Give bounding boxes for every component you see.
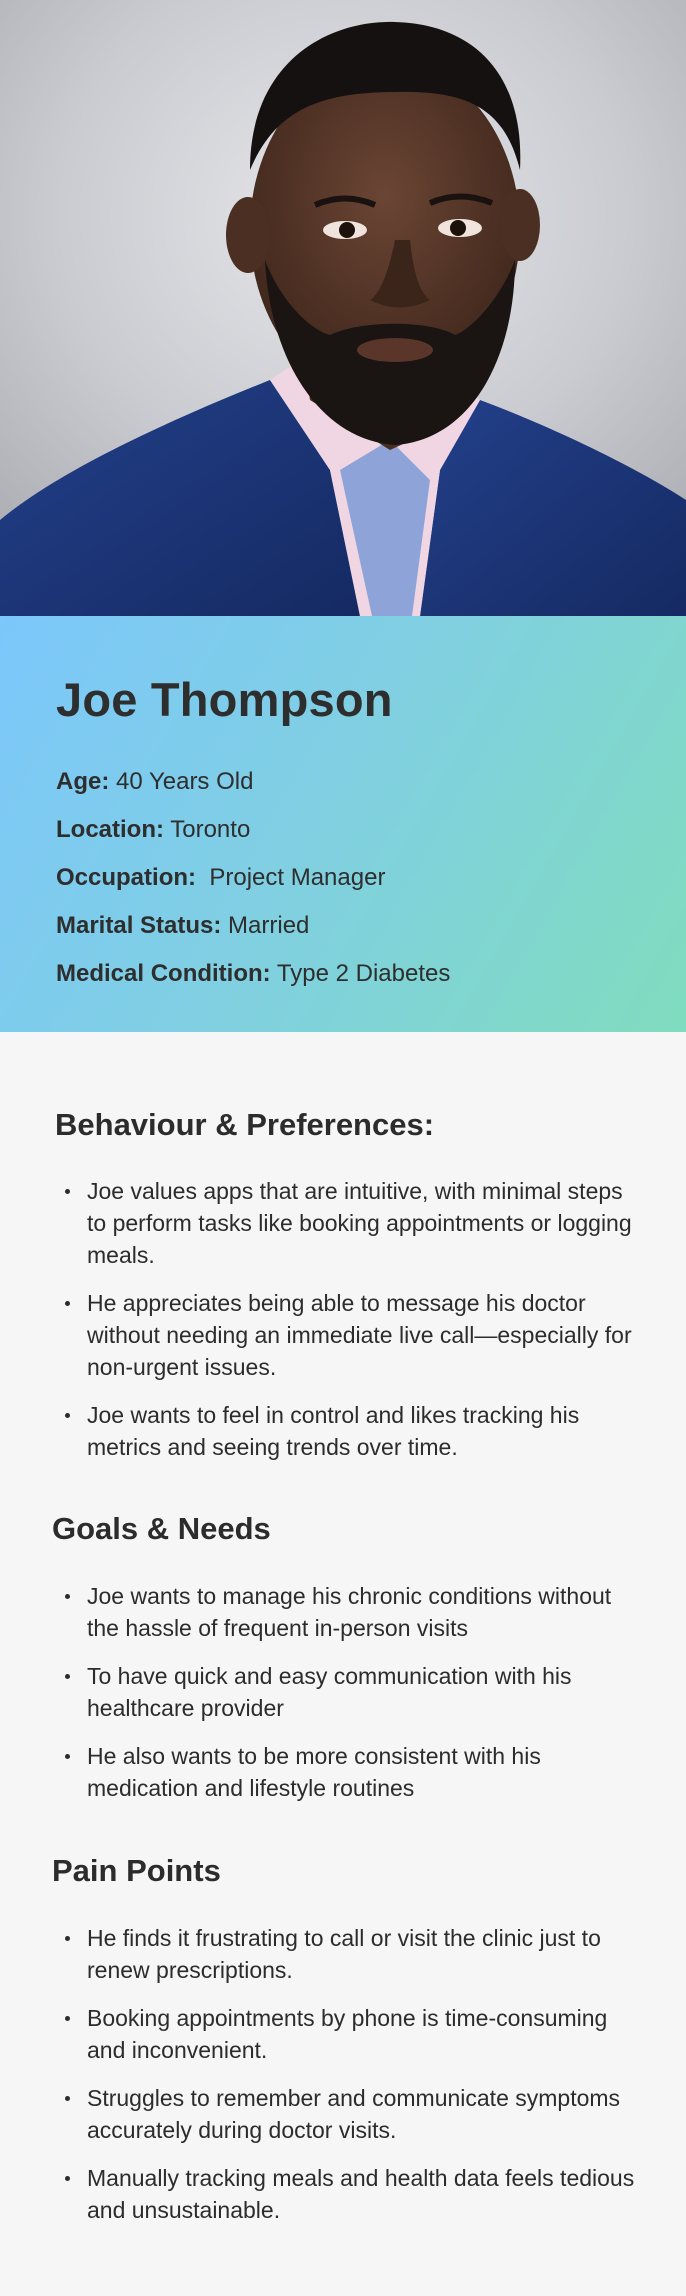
list-item: He appreciates being able to message his doctor without needing an immediate live call—especially for non-urgent issues. (55, 1287, 645, 1383)
pain-points-section (52, 1851, 645, 2242)
profile-card (0, 616, 686, 1032)
list-item: Struggles to remember and communicate symptoms accurately during doctor visits. (55, 2082, 645, 2146)
fact-marital-status (56, 910, 450, 958)
fact-label: Occupation: (56, 864, 197, 891)
list-item: He also wants to be more consistent with his medication and lifestyle routines (55, 1740, 645, 1804)
list-item: Joe wants to manage his chronic conditions without the hassle of frequent in-person visits (55, 1580, 645, 1644)
section-title: Pain Points (52, 1853, 221, 1888)
fact-value: Toronto (164, 816, 251, 843)
fact-age (56, 766, 450, 814)
portrait-photo (0, 0, 686, 616)
fact-medical-condition (56, 958, 450, 1006)
list-item: To have quick and easy communication with his healthcare provider (55, 1660, 645, 1724)
fact-label: Marital Status: (56, 912, 222, 939)
pain-points-list (55, 1922, 645, 2226)
list-item: Booking appointments by phone is time-consuming and inconvenient. (55, 2002, 645, 2066)
fact-value: Project Manager (196, 864, 386, 891)
fact-occupation (56, 862, 450, 910)
list-item: He finds it frustrating to call or visit the clinic just to renew prescriptions. (55, 1922, 645, 1986)
fact-value: Married (221, 912, 310, 939)
fact-label: Location: (56, 816, 164, 843)
section-title: Behaviour & Preferences: (55, 1107, 435, 1142)
fact-value: 40 Years Old (109, 768, 254, 795)
behaviour-section (55, 1105, 645, 1479)
fact-label: Medical Condition: (56, 960, 271, 987)
persona-name: Joe Thompson (56, 673, 393, 726)
behaviour-list (55, 1175, 645, 1463)
list-item: Joe values apps that are intuitive, with minimal steps to perform tasks like booking appointments or logging meals. (55, 1175, 645, 1271)
goals-list (55, 1580, 645, 1804)
list-item: Manually tracking meals and health data feels tedious and unsustainable. (55, 2162, 645, 2226)
list-item: Joe wants to feel in control and likes tracking his metrics and seeing trends over time. (55, 1399, 645, 1463)
section-title: Goals & Needs (52, 1511, 271, 1546)
goals-section (52, 1509, 645, 1820)
fact-label: Age: (56, 768, 110, 795)
persona-facts (56, 766, 450, 1006)
fact-location (56, 814, 450, 862)
fact-value: Type 2 Diabetes (270, 960, 451, 987)
